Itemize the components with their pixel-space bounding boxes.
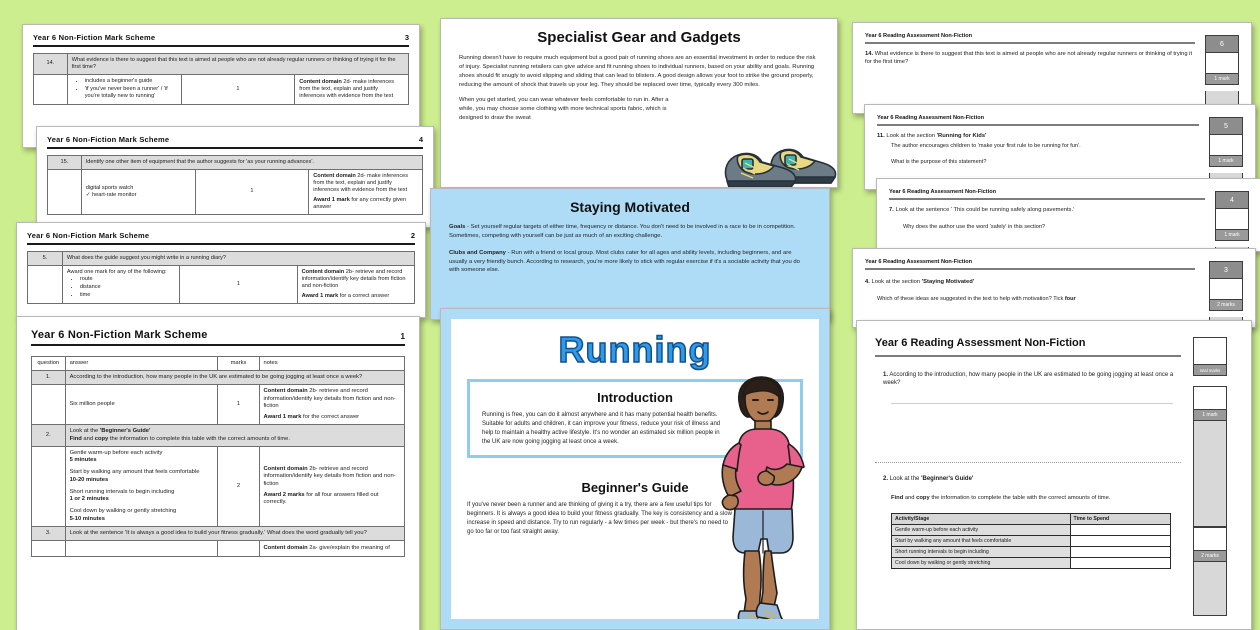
answer-cell (81, 169, 195, 214)
staying-motivated-sheet[interactable] (430, 188, 830, 320)
table-row (32, 540, 405, 556)
mark-scheme-title: Year 6 Non-Fiction Mark Scheme (27, 231, 150, 240)
mark-scheme-table (27, 251, 415, 304)
column-header-notes: notes (259, 357, 405, 371)
mark-scheme-front-sheet-page1[interactable] (16, 316, 420, 630)
assessment-question-line3: What is the purpose of this statement? (891, 159, 987, 166)
notes-cell (309, 169, 423, 214)
award-line (313, 197, 418, 211)
column-header-activity: Activity/Stage (892, 514, 1071, 525)
gear-paragraph-2: When you get started, you can wear whatever feels comfortable to run in. After a while, you may choose some clothing with more technical sports fabric, which is designed to draw the sweat (459, 97, 669, 122)
assessment-body (877, 115, 1243, 179)
award-line (302, 293, 410, 300)
award-label: Award 1 mark (301, 292, 339, 299)
question-prompt (65, 425, 404, 446)
table-row (28, 252, 415, 266)
list-item: • route (80, 276, 175, 283)
gear-and-gadgets-sheet[interactable] (440, 18, 838, 188)
question-number: 2. (883, 476, 889, 483)
marks-cell: 1 (181, 74, 295, 104)
award-text: for all four answers filled out correctly. (263, 491, 379, 506)
motivated-item-goals (449, 223, 811, 241)
content-domain-label: Content domain (299, 78, 342, 85)
marks-cell: 1 (180, 265, 297, 303)
list-item: • 'if you've never been a runner' / 'if you're totally new to running' (85, 86, 177, 100)
assessment-front-title: Year 6 Reading Assessment Non-Fiction (875, 337, 1181, 357)
answer-pair (70, 450, 214, 464)
activity-cell: Start by walking any amount that feels comfortable (892, 536, 1071, 547)
answer-bullet-list (85, 78, 177, 100)
mark-scheme-table (33, 53, 409, 105)
question-number-blank (48, 169, 82, 214)
gear-sheet-title: Specialist Gear and Gadgets (537, 29, 741, 46)
mark-box[interactable] (1209, 261, 1243, 311)
mark-scheme-title: Year 6 Non-Fiction Mark Scheme (47, 135, 170, 144)
motivated-item-label: Goals (449, 224, 466, 230)
mark-column (1205, 35, 1239, 114)
assessment-sheet-3[interactable] (852, 248, 1256, 328)
table-row (32, 371, 405, 385)
tick-icon: ✓ (85, 191, 91, 198)
assessment-title: Year 6 Reading Assessment Non-Fiction (877, 115, 1199, 126)
question-section-bold: 'Staying Motivated' (921, 279, 975, 285)
mark-scheme-page-number: 4 (418, 135, 423, 144)
mark-scheme-page-number: 1 (400, 332, 405, 341)
table-row (32, 446, 405, 526)
running-shoes-illustration (711, 125, 838, 188)
answer-line: digital sports watch (85, 184, 134, 191)
list-item: • includes a beginner's guide (85, 78, 177, 85)
answer-pair (70, 489, 214, 503)
time-answer-cell[interactable] (1070, 547, 1170, 558)
content-domain-text: 2b- retrieve and record information/identify key details from fiction and non-fiction (263, 388, 396, 409)
mark-box-answer-area[interactable] (1210, 135, 1242, 155)
answer-pair-label: Start by walking any amount that feels comfortable (69, 469, 200, 476)
table-row (892, 547, 1171, 558)
content-domain-text: 2a- give/explain the meaning of (309, 544, 390, 551)
table-row (48, 156, 423, 170)
answer-rule-line[interactable] (891, 403, 1173, 404)
mark-box[interactable] (1205, 35, 1239, 85)
column-header-marks: marks (218, 357, 259, 371)
mark-column (1193, 337, 1227, 616)
content-domain-text: 2b- retrieve and record information/identify key details from fiction and non-fiction (263, 466, 396, 487)
notes-cell (297, 265, 414, 303)
mark-box[interactable] (1215, 191, 1249, 241)
content-domain-text: 2d- make inferences from the text, explain and justify inferences with evidence from the text (299, 78, 395, 99)
question-number: 14. (34, 54, 68, 75)
running-front-sheet[interactable] (440, 308, 830, 630)
table-row (892, 558, 1171, 569)
mark-scheme-sheet-page2[interactable] (16, 222, 426, 318)
prompt-bold: 'Beginner's Guide' (99, 428, 151, 435)
content-domain-text: 2b- retrieve and record information/identify key details from fiction and non-fiction (301, 268, 406, 289)
mark-scheme-header (33, 33, 409, 47)
answer-intro: Award one mark for any of the following: (66, 268, 167, 275)
mark-box-label: total marks (1194, 364, 1226, 375)
question-text: Look at the sentence ' This could be running safely along pavements.' (895, 207, 1075, 213)
question-number-blank (28, 265, 63, 303)
answer-line-with-tick (86, 192, 191, 199)
motivated-item-text: - Set yourself regular targets of either time, frequency or distance. You don't need to be involved in a race to be in competition. Sometimes, competing with yourself can be just as much of an exciting challenge. (449, 224, 796, 239)
prompt-lead: Look at the (69, 428, 99, 435)
assessment-title: Year 6 Reading Assessment Non-Fiction (889, 189, 1205, 200)
assessment-content (877, 115, 1199, 167)
mark-box-answer-area[interactable] (1210, 279, 1242, 299)
time-answer-cell[interactable] (1070, 536, 1170, 547)
question-number: 1. (32, 371, 66, 385)
activity-time-table[interactable] (891, 513, 1171, 569)
list-item: • time (80, 292, 175, 299)
award-line (264, 414, 401, 421)
beginners-guide-title: Beginner's Guide (581, 479, 689, 495)
notes-cell (295, 74, 409, 104)
assessment-question (889, 207, 1205, 215)
award-text: for the correct answer (303, 414, 360, 421)
assessment-title: Year 6 Reading Assessment Non-Fiction (865, 259, 1195, 270)
mark-box-answer-area[interactable] (1194, 528, 1226, 550)
question-number-blank (32, 540, 66, 556)
answer-pair-value: 1 or 2 minutes (69, 496, 109, 503)
question-number-blank (32, 446, 66, 526)
question-prompt: Identify one other item of equipment that the author suggests for 'as your running advances'. (81, 156, 422, 170)
mark-box-label: 2 marks (1194, 550, 1226, 561)
mark-box-number: 4 (1216, 192, 1248, 209)
question-number: 5. (28, 252, 63, 266)
question-number: 7. (889, 207, 894, 213)
female-runner-illustration (709, 371, 813, 619)
mark-box-cover[interactable] (1193, 337, 1227, 376)
table-row (34, 74, 409, 104)
front-question-2 (875, 475, 1181, 483)
gear-paragraph-1: Running doesn't have to require much equipment but a good pair of running shoes are an essential investment in order to reduce the risk of injury. Specialist running retailers can give advice and fit running shoes to individual runners, based on your ability and goals. Running shoes should fit snugly to avoid slipping and sliding that can lead to blisters. A good design allows your foot to strike the ground properly, reducing the amount of shock that travels up your leg. They should be replaced over time, typically every 300 miles. (459, 55, 816, 88)
mark-box-answer-area[interactable] (1194, 387, 1226, 409)
question-number: 3. (32, 526, 66, 540)
instruction-find: Find (891, 495, 904, 502)
answer-pair-value: 5 minutes (69, 457, 97, 464)
table-row (32, 526, 405, 540)
content-domain-line (264, 466, 401, 488)
assessment-front-body (875, 337, 1233, 613)
mark-scheme-page-number: 2 (410, 231, 415, 240)
assessment-question (877, 133, 1199, 141)
content-domain-label: Content domain (313, 172, 356, 179)
instruction-copy: copy (916, 495, 930, 502)
assessment-sheet-4[interactable] (876, 178, 1260, 252)
column-header-time: Time to Spend (1070, 514, 1170, 525)
prompt-copy: copy (94, 435, 109, 442)
question-lead: Look at the (889, 476, 920, 483)
instruction-rest: the information to complete the table with the correct amounts of time. (931, 495, 1111, 502)
award-label: Award 1 mark (313, 196, 350, 203)
notes-cell (259, 446, 405, 526)
mark-box[interactable] (1193, 527, 1227, 562)
award-text: for any correctly given answer (313, 196, 407, 210)
mark-column (1215, 191, 1249, 252)
answer-bullet-list (80, 276, 175, 299)
question-prompt: Look at the sentence 'It is always a good idea to build your fitness gradually.' What does the word gradually tell you? (65, 526, 404, 540)
assessment-content (889, 189, 1205, 231)
prompt-rest: the information to complete this table with the correct amounts of time. (109, 435, 290, 442)
activity-cell: Short running intervals to begin including (892, 547, 1071, 558)
mark-box-label: 1 mark (1194, 409, 1226, 420)
table-row (48, 169, 423, 214)
answer-cell: Six million people (65, 385, 218, 425)
answer-cell (65, 446, 218, 526)
answer-pair-label: Short running intervals to begin including (69, 488, 175, 495)
question-number: 2. (32, 425, 66, 446)
table-header-row (892, 514, 1171, 525)
content-domain-label: Content domain (301, 268, 345, 275)
mark-box-number: 3 (1210, 262, 1242, 279)
question-prompt: What does the guide suggest you might write in a running diary? (62, 252, 414, 266)
answer-pair (70, 469, 214, 483)
prompt-line-2 (70, 436, 400, 443)
answer-pair-value: 5-10 minutes (69, 515, 106, 522)
introduction-text: Running is free, you can do it almost anywhere and it has many potential health benefits. Suitable for adults and children, it can improve your fitness, reduce your risk of illness and help to maintain a healthy active lifestyle. It's no wonder an estimated six million people in the UK are now going jogging at least once a week. (482, 411, 721, 445)
mark-rail (1193, 421, 1227, 527)
question-number: 15. (48, 156, 82, 170)
answer-cell (65, 540, 218, 556)
assessment-body (865, 33, 1239, 103)
award-label: Award 1 mark (263, 414, 302, 421)
activity-cell: Cool down by walking or gently stretching (892, 558, 1071, 569)
question-number-blank (32, 385, 66, 425)
assessment-question-line2 (877, 296, 1195, 304)
mark-box-answer-area[interactable] (1216, 209, 1248, 229)
front-question-2-instruction (891, 495, 1181, 503)
mark-scheme-header (27, 231, 415, 245)
question-number: 4. (865, 279, 870, 285)
answer-pair-label: Gentle warm-up before each activity (69, 449, 163, 456)
prompt-and: and (83, 435, 94, 442)
question-line2-bold: four (1064, 295, 1076, 302)
content-domain-line (264, 388, 401, 410)
notes-cell (259, 385, 405, 425)
content-domain-label: Content domain (263, 388, 308, 395)
mark-scheme-table (31, 356, 405, 557)
mark-scheme-header (31, 329, 405, 346)
assessment-question-line2: Why does the author use the word 'safely' in this section? (903, 223, 1046, 230)
assessment-content (865, 259, 1195, 303)
motivated-item-clubs (449, 249, 811, 276)
question-text: According to the introduction, how many people in the UK are estimated to be going jogging at least once a week? (883, 372, 1174, 387)
question-line2-lead: Which of these ideas are suggested in the text to help with motivation? Tick (877, 295, 1064, 302)
award-line (264, 492, 401, 506)
mark-scheme-page-number: 3 (404, 33, 409, 42)
mark-box[interactable] (1209, 117, 1243, 167)
question-number: 14. (865, 51, 874, 57)
question-number: 1. (883, 372, 889, 378)
motivated-item-label: Clubs and Company (449, 249, 506, 256)
instruction-and: and (904, 495, 915, 502)
assessment-title: Year 6 Reading Assessment Non-Fiction (865, 33, 1195, 44)
marks-cell: 1 (195, 169, 309, 214)
answer-pair-value: 10-20 minutes (69, 476, 109, 483)
mark-box-label: 1 mark (1216, 229, 1248, 240)
marks-cell: 1 (218, 385, 259, 425)
assessment-front-content (875, 337, 1181, 569)
time-answer-cell[interactable] (1070, 525, 1170, 536)
dotted-separator (875, 462, 1181, 463)
running-front-inner (451, 319, 819, 619)
question-lead: Look at the section (871, 279, 921, 285)
mark-column (1209, 261, 1243, 328)
mark-box-label: 1 mark (1206, 73, 1238, 84)
front-question-1 (875, 371, 1181, 387)
content-domain-label: Content domain (263, 466, 308, 473)
content-domain-line (313, 173, 418, 194)
introduction-title: Introduction (597, 389, 673, 405)
prompt-find: Find (69, 435, 82, 442)
answer-cell (62, 265, 179, 303)
assessment-front-sheet[interactable] (856, 320, 1252, 630)
mark-box-answer-area[interactable] (1206, 53, 1238, 73)
content-domain-text: 2d- make inferences from the text, explain and justify inferences with evidence from the text (313, 172, 409, 193)
question-section-bold: 'Beginner's Guide' (921, 476, 974, 483)
table-row (32, 425, 405, 446)
motivated-sheet-title: Staying Motivated (570, 199, 690, 215)
activity-cell: Gentle warm-up before each activity (892, 525, 1071, 536)
question-section-bold: 'Running for Kids' (936, 133, 987, 139)
mark-scheme-title: Year 6 Non-Fiction Mark Scheme (31, 329, 208, 341)
assessment-question-line2: The author encourages children to 'make your first rule to be running for fun'. (891, 142, 1081, 149)
assessment-question (865, 51, 1195, 67)
answer-pair (70, 508, 214, 522)
table-row (892, 536, 1171, 547)
award-label: Award 2 marks (263, 491, 305, 498)
assessment-body (865, 259, 1243, 317)
question-prompt: According to the introduction, how many people in the UK are estimated to be going jogging at least once a week? (65, 371, 404, 385)
list-item: • distance (80, 284, 175, 291)
question-number-blank (34, 74, 68, 104)
motivated-item-text: - Run with a friend or local group. Most clubs cater for all ages and ability levels, including beginners, and are usually a very friendly bunch. According to research, you're more likely to stick with regular exercise if it's a sociable activity that you do with someone else. (449, 249, 800, 274)
column-header-question: question (32, 357, 66, 371)
table-row (892, 525, 1171, 536)
question-text: What evidence is there to suggest that this text is aimed at people who are not already regular runners or thinking of trying it for the first time? (865, 51, 1193, 65)
assessment-content (865, 33, 1195, 67)
mark-box-number: 5 (1210, 118, 1242, 135)
mark-box-label: 1 mark (1210, 155, 1242, 166)
mark-box-label: 2 marks (1210, 299, 1242, 310)
prompt-line-1 (70, 428, 400, 435)
award-text: for a correct answer (339, 292, 390, 299)
table-row (34, 54, 409, 75)
table-header-row (32, 357, 405, 371)
marks-cell: 2 (218, 446, 259, 526)
assessment-question (865, 279, 1195, 287)
mark-scheme-table (47, 155, 423, 215)
question-prompt: What evidence is there to suggest that this text is aimed at people who are not already regular runners or thinking of trying it for the first time? (67, 54, 408, 75)
table-row (28, 265, 415, 303)
mark-box-answer-area[interactable] (1194, 338, 1226, 364)
beginners-guide-text: If you've never been a runner and are thinking of giving it a try, there are a few useful tips for beginners. It is always a good idea to build your fitness gradually. The key is consistency and a slow increase in speed and distance. Try to run regularly - a few times per week - but there's no need to go too far or too fast straight away. (467, 501, 732, 535)
mark-scheme-sheet-page4[interactable] (36, 126, 434, 228)
table-row (32, 385, 405, 425)
assessment-body (889, 189, 1249, 241)
mark-box[interactable] (1193, 386, 1227, 421)
answer-pair-label: Cool down by walking or gently stretching (69, 508, 177, 515)
column-header-answer: answer (65, 357, 218, 371)
mark-box-number: 6 (1206, 36, 1238, 53)
time-answer-cell[interactable] (1070, 558, 1170, 569)
content-domain-line (302, 269, 410, 290)
marks-cell (218, 540, 259, 556)
mark-rail (1193, 562, 1227, 616)
answer-line-text: heart-rate monitor (92, 191, 137, 198)
assessment-sheet-6[interactable] (852, 22, 1252, 114)
mark-scheme-title: Year 6 Non-Fiction Mark Scheme (33, 33, 156, 42)
answer-cell (67, 74, 181, 104)
notes-cell (259, 540, 405, 556)
content-domain-label: Content domain (263, 544, 308, 551)
mark-scheme-header (47, 135, 423, 149)
question-lead: Look at the section (886, 133, 936, 139)
running-banner-title: Running (558, 329, 712, 370)
question-number: 11. (877, 133, 885, 139)
